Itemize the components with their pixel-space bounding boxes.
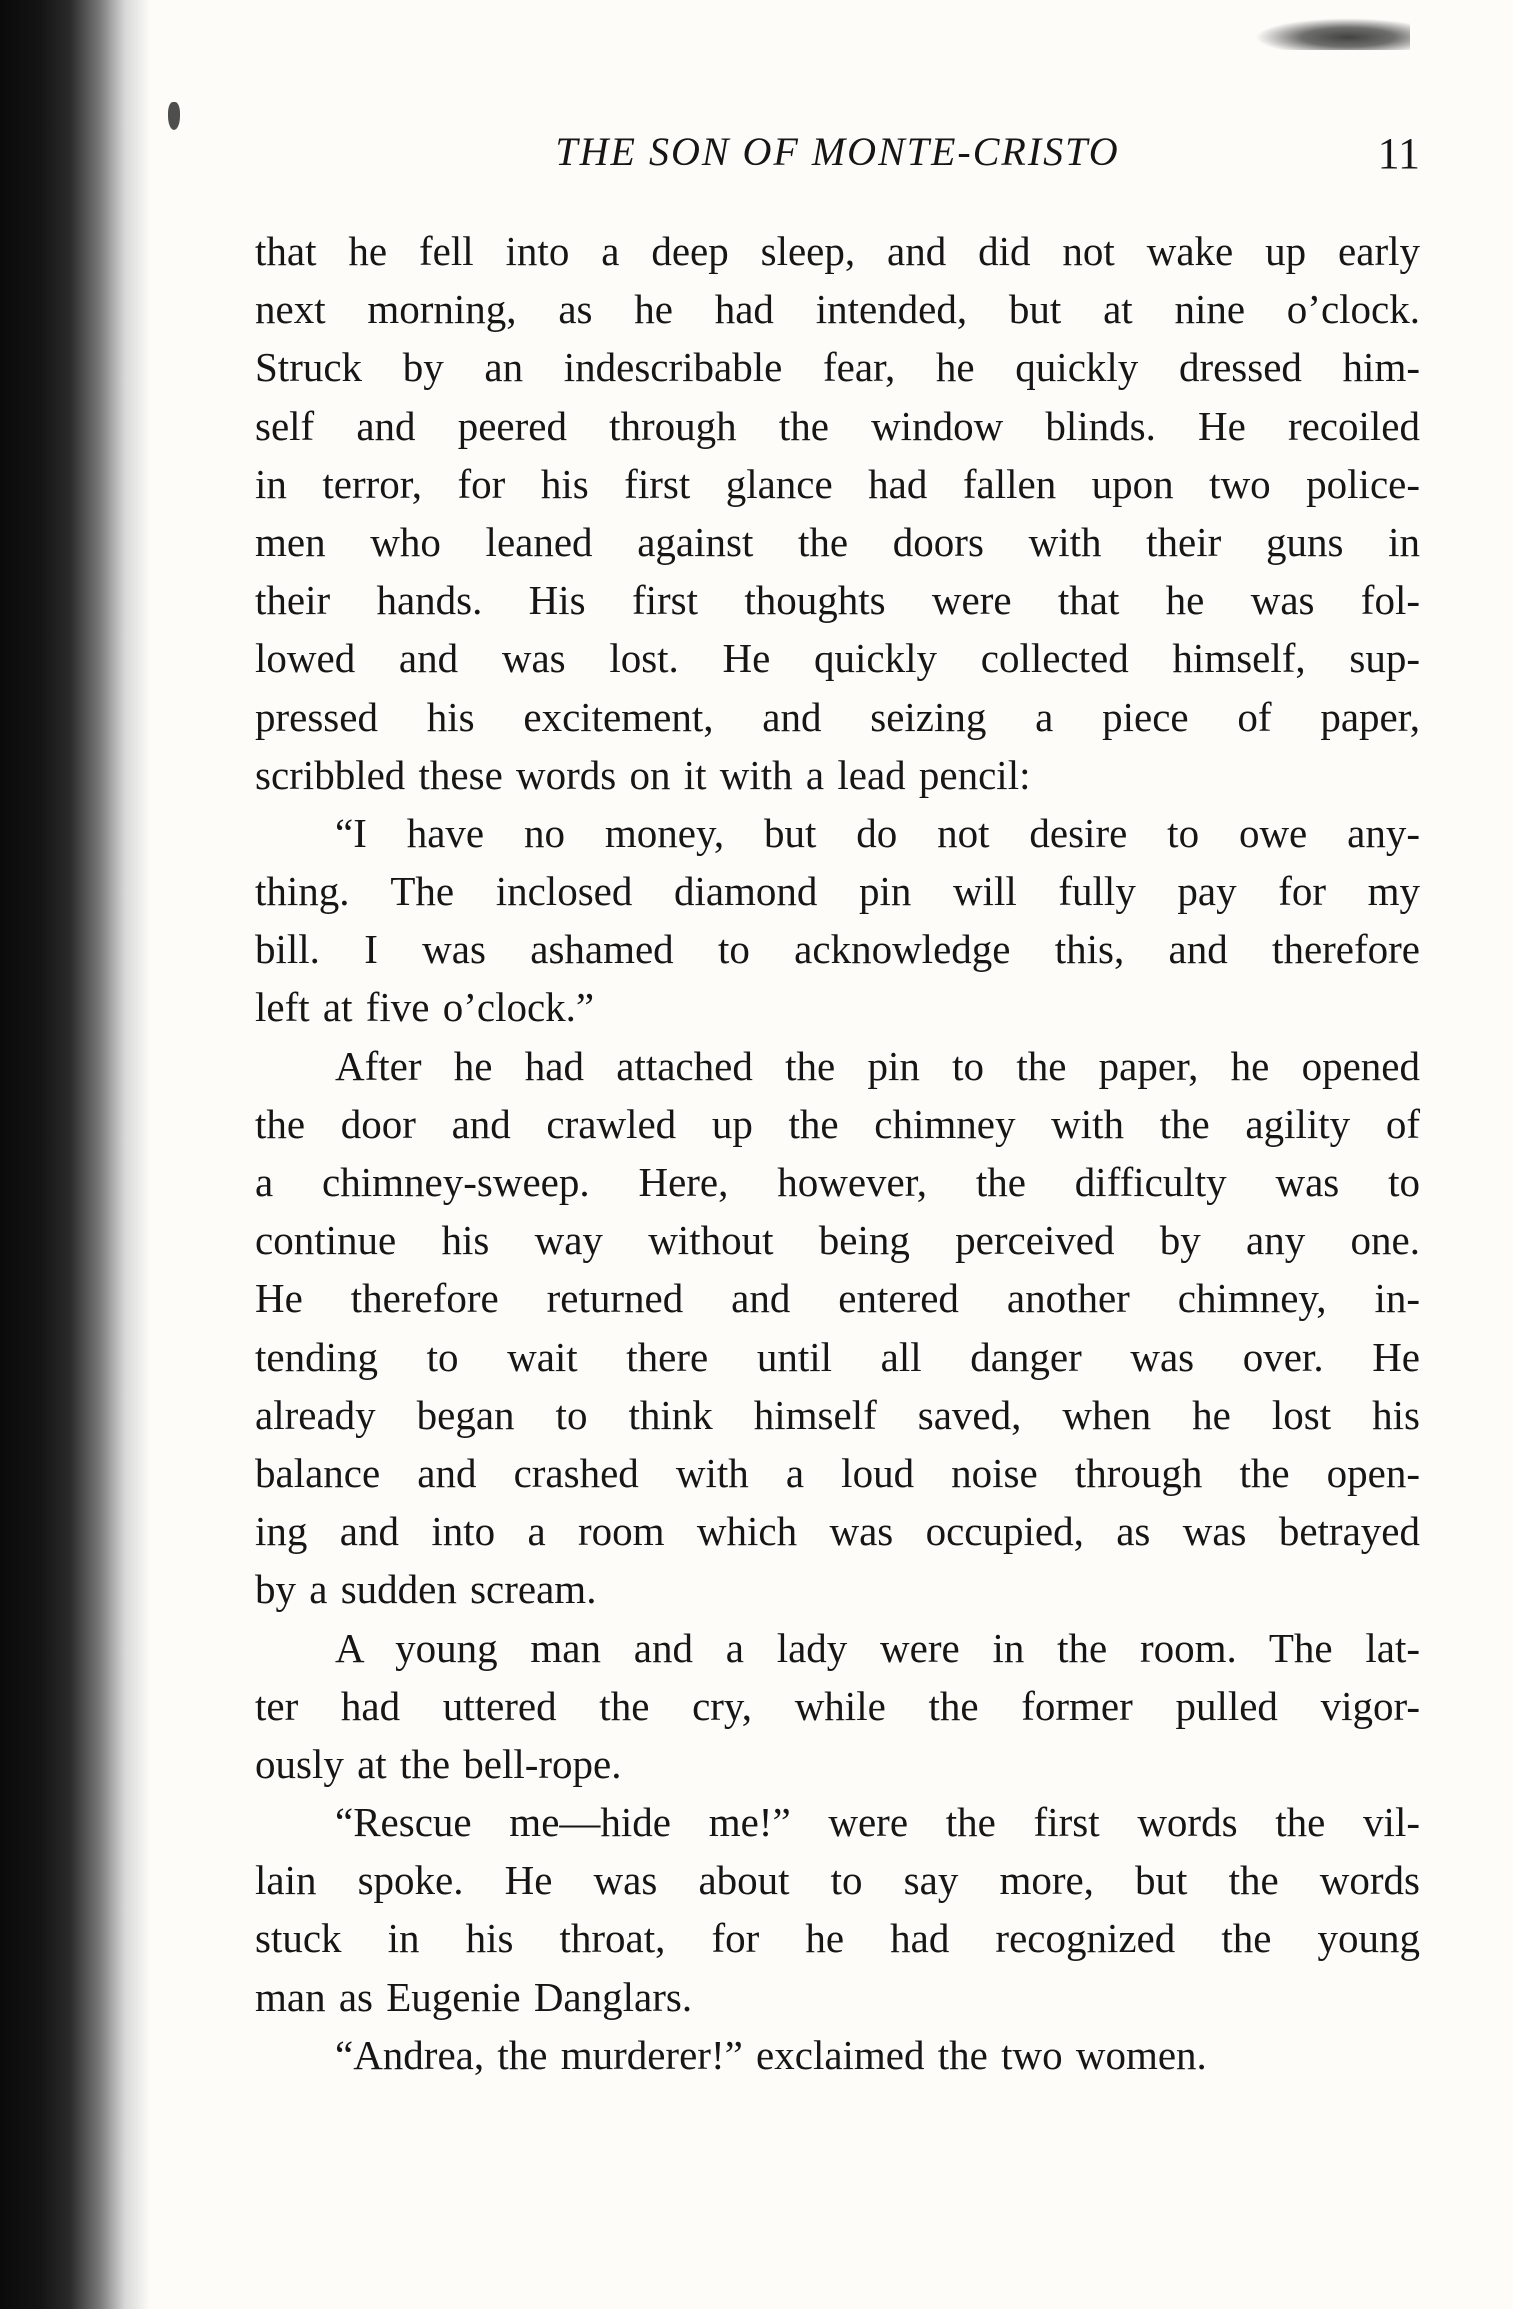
text-line: balance and crashed with a loud noise through the open- xyxy=(255,1449,1420,1496)
text-line: their hands. His first thoughts were that he was fol- xyxy=(255,577,1420,624)
text-line: that he fell into a deep sleep, and did not wake up early xyxy=(255,228,1420,274)
text-line: A young man and a lady were in the room. The lat- xyxy=(335,1624,1420,1671)
running-title: THE SON OF MONTE-CRISTO xyxy=(555,129,1120,174)
text-line: a chimney-sweep. Here, however, the difficulty was to xyxy=(255,1159,1420,1205)
page-number: 11 xyxy=(1377,129,1420,178)
text-line: men who leaned against the doors with their guns in xyxy=(255,518,1420,565)
text-line: left at five o’clock.” xyxy=(255,984,595,1031)
text-line: self and peered through the window blinds. He recoiled xyxy=(255,402,1420,449)
text-line: continue his way without being perceived by any one. xyxy=(255,1217,1420,1264)
page-header xyxy=(255,128,1420,188)
text-line: “I have no money, but do not desire to owe any- xyxy=(335,809,1420,856)
text-line: man as Eugenie Danglars. xyxy=(255,1973,693,2020)
text-line: scribbled these words on it with a lead pencil: xyxy=(255,751,1031,798)
text-line: tending to wait there until all danger was over. He xyxy=(255,1333,1420,1380)
text-line: He therefore returned and entered another chimney, in- xyxy=(255,1275,1420,1322)
text-line: Struck by an indescribable fear, he quickly dressed him- xyxy=(255,344,1420,391)
text-line: pressed his excitement, and seizing a piece of paper, xyxy=(255,693,1420,740)
text-line: lowed and was lost. He quickly collected himself, sup- xyxy=(255,635,1420,682)
text-line: ter had uttered the cry, while the former pulled vigor- xyxy=(255,1682,1420,1729)
text-line: by a sudden scream. xyxy=(255,1566,597,1613)
text-line: the door and crawled up the chimney with the agility of xyxy=(255,1100,1420,1147)
text-line: bill. I was ashamed to acknowledge this, and therefore xyxy=(255,926,1420,973)
text-line: next morning, as he had intended, but at nine o’clock. xyxy=(255,286,1420,333)
text-line: in terror, for his first glance had fallen upon two police- xyxy=(255,460,1420,507)
text-line: thing. The inclosed diamond pin will fully pay for my xyxy=(255,868,1420,915)
body-text xyxy=(255,222,1420,2084)
ink-speck-decoration xyxy=(1255,18,1410,50)
text-line: ously at the bell-rope. xyxy=(255,1740,622,1787)
text-line: “Rescue me—hide me!” were the first words the vil- xyxy=(335,1799,1420,1846)
text-line: lain spoke. He was about to say more, but the words xyxy=(255,1857,1420,1904)
binding-shadow xyxy=(0,0,150,2309)
text-line: stuck in his throat, for he had recognized the young xyxy=(255,1915,1420,1962)
text-line: After he had attached the pin to the paper, he opened xyxy=(335,1042,1420,1089)
text-line: already began to think himself saved, when he lost his xyxy=(255,1391,1420,1438)
text-line: ing and into a room which was occupied, as was betrayed xyxy=(255,1508,1420,1555)
text-line: “Andrea, the murderer!” exclaimed the two women. xyxy=(335,2031,1207,2078)
ink-mark-decoration xyxy=(168,102,180,130)
